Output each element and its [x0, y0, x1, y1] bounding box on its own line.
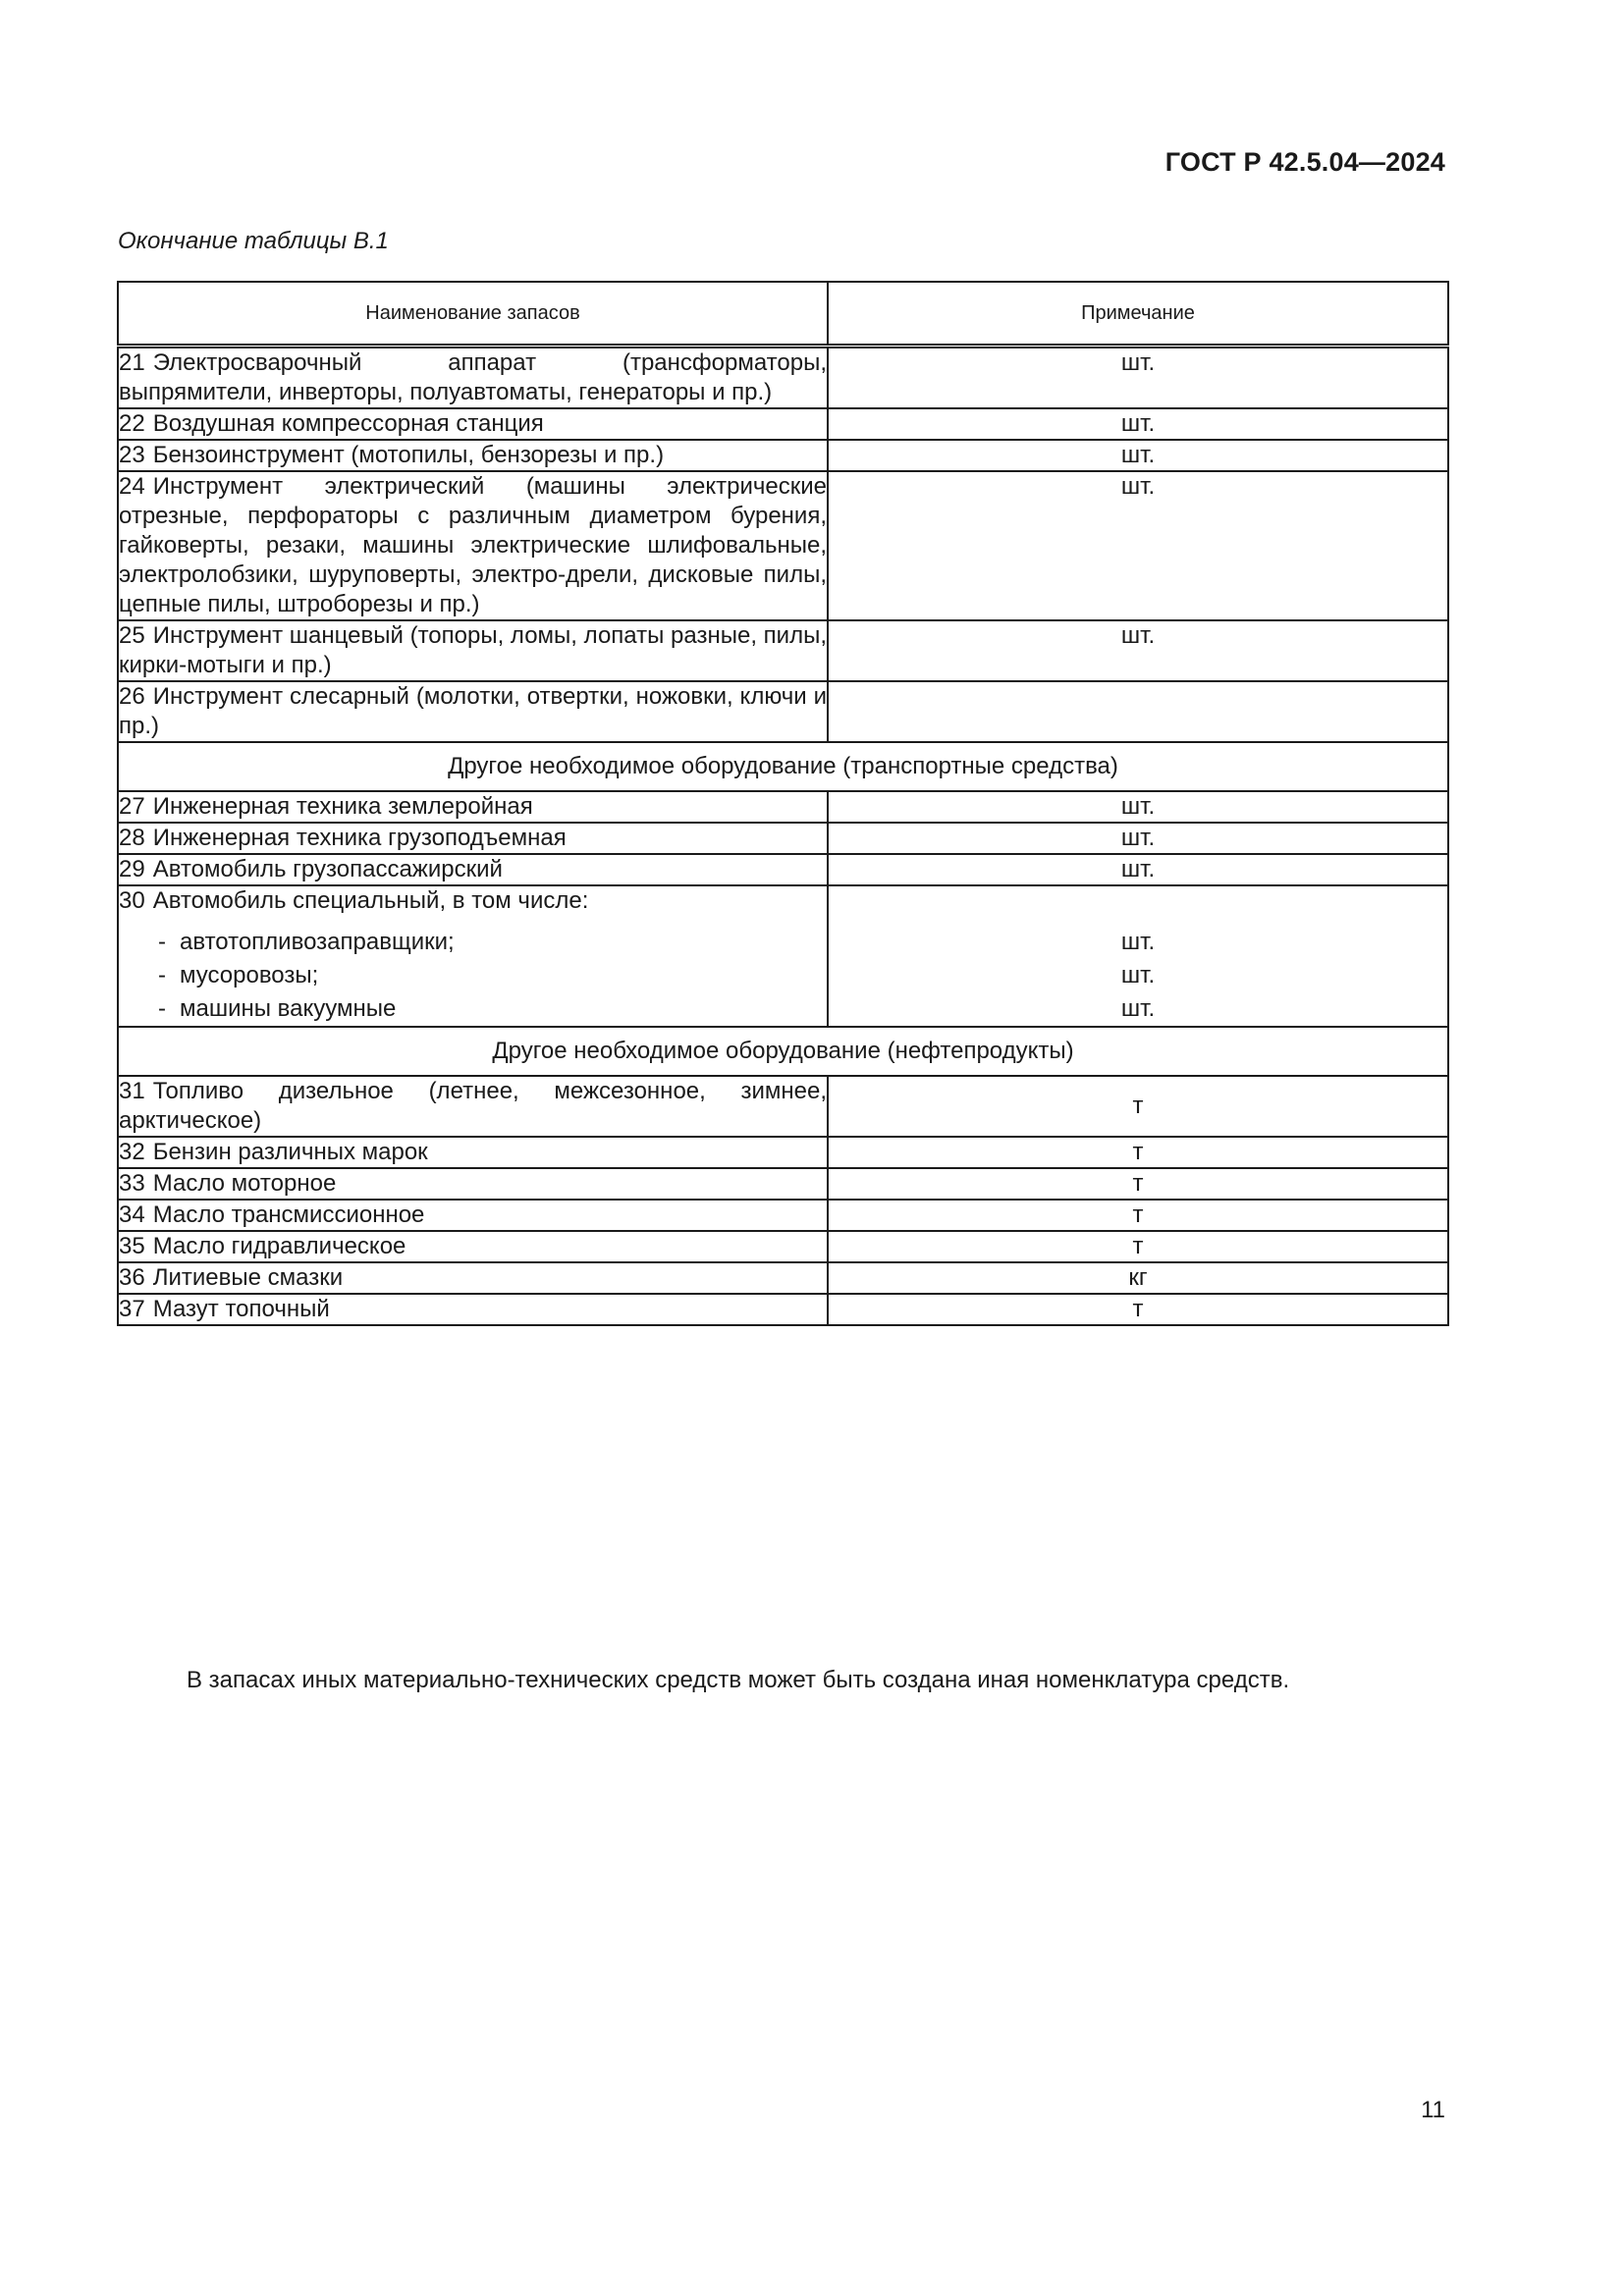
list-dash: - — [158, 995, 166, 1022]
sub-item-unit: шт. — [1120, 995, 1156, 1022]
item-name: Воздушная компрессорная станция — [152, 410, 544, 437]
table-row — [118, 1137, 1448, 1168]
item-name-cell — [118, 440, 828, 471]
item-number: 26 — [119, 683, 145, 710]
item-name-cell — [118, 1294, 828, 1325]
item-name-cell — [118, 1231, 828, 1262]
sub-item-name: мусоровозы; — [180, 962, 319, 988]
item-unit: т — [828, 1168, 1448, 1200]
item-name-cell — [118, 885, 828, 1027]
item-name-cell — [118, 854, 828, 885]
sub-item-unit: шт. — [1120, 962, 1156, 988]
item-name-cell — [118, 1076, 828, 1137]
column-header-note: Примечание — [828, 282, 1448, 347]
item-name-cell — [118, 1262, 828, 1294]
item-number: 32 — [119, 1139, 145, 1165]
list-dash: - — [158, 962, 166, 988]
column-header-name: Наименование запасов — [118, 282, 828, 347]
item-name-cell — [118, 1137, 828, 1168]
table-row — [118, 1200, 1448, 1231]
item-name: Мазут топочный — [152, 1296, 330, 1322]
item-name-cell — [118, 791, 828, 823]
item-unit: т — [828, 1076, 1448, 1137]
item-number: 36 — [119, 1264, 145, 1291]
footnote-text: В запасах иных материально-технических средств может быть создана иная номенклатура средств. — [187, 1667, 1290, 1693]
table-row — [118, 1168, 1448, 1200]
item-unit: шт. — [828, 823, 1448, 854]
item-number: 21 — [119, 349, 145, 376]
item-name-cell — [118, 1200, 828, 1231]
item-name: Инструмент слесарный (молотки, отвертки, ножовки, ключи и пр.) — [119, 683, 827, 739]
item-name: Автомобиль грузопассажирский — [152, 856, 503, 882]
sub-item-name: автотопливозаправщики; — [180, 929, 455, 955]
item-number: 31 — [119, 1078, 145, 1104]
table-body — [118, 347, 1448, 1326]
item-unit: шт. — [828, 347, 1448, 409]
inventory-table — [117, 281, 1449, 1326]
item-number: 28 — [119, 825, 145, 851]
item-name: Литиевые смазки — [152, 1264, 344, 1291]
item-unit: шт. — [828, 408, 1448, 440]
item-name: Топливо дизельное (летнее, межсезонное, зимнее, арктическое) — [119, 1078, 827, 1134]
item-number: 25 — [119, 622, 145, 649]
item-name: Масло трансмиссионное — [152, 1201, 425, 1228]
item-number: 23 — [119, 442, 145, 468]
item-unit: шт. — [828, 471, 1448, 620]
item-unit: т — [828, 1294, 1448, 1325]
item-unit: т — [828, 1231, 1448, 1262]
item-number: 30 — [119, 887, 145, 914]
section-row — [118, 742, 1448, 791]
item-name: Инструмент электрический (машины электрические отрезные, перфораторы с различным диаметром бурения, гайковерты, резаки, машины электрические шлифовальные, электролобзики, шуруповерты, электро-дрели, дисковые пилы, цепные пилы, штроборезы и пр.) — [119, 473, 827, 617]
item-name: Масло моторное — [152, 1170, 337, 1197]
item-name: Инструмент шанцевый (топоры, ломы, лопаты разные, пилы, кирки-мотыги и пр.) — [119, 622, 827, 678]
item-name-cell — [118, 823, 828, 854]
table-row — [118, 1262, 1448, 1294]
table-row — [118, 347, 1448, 409]
table-row — [118, 1231, 1448, 1262]
item-name: Инженерная техника грузоподъемная — [152, 825, 567, 851]
item-name: Инженерная техника землеройная — [152, 793, 533, 820]
list-dash: - — [158, 929, 166, 955]
item-name: Бензин различных марок — [152, 1139, 428, 1165]
item-number: 22 — [119, 410, 145, 437]
item-number: 37 — [119, 1296, 145, 1322]
table-row — [118, 1076, 1448, 1137]
item-name: Масло гидравлическое — [152, 1233, 406, 1259]
item-number: 35 — [119, 1233, 145, 1259]
item-unit: т — [828, 1200, 1448, 1231]
item-name-cell — [118, 681, 828, 742]
table-header-row — [118, 282, 1448, 347]
section-title: Другое необходимое оборудование (нефтепродукты) — [118, 1027, 1448, 1076]
sub-item-unit: шт. — [1120, 929, 1156, 955]
item-name-cell — [118, 471, 828, 620]
table-row — [118, 854, 1448, 885]
table-row — [118, 471, 1448, 620]
item-unit — [828, 681, 1448, 742]
table-row — [118, 885, 1448, 1027]
table-row — [118, 791, 1448, 823]
sub-item — [119, 959, 827, 992]
item-number: 34 — [119, 1201, 145, 1228]
sub-item — [119, 926, 827, 959]
page-number: 11 — [1421, 2097, 1445, 2123]
item-unit-cell — [828, 885, 1448, 1027]
item-number: 29 — [119, 856, 145, 882]
table-row — [118, 823, 1448, 854]
item-number: 24 — [119, 473, 145, 500]
item-unit: т — [828, 1137, 1448, 1168]
document-code: ГОСТ Р 42.5.04—2024 — [1164, 147, 1445, 177]
sub-item — [119, 992, 827, 1026]
item-name: Электросварочный аппарат (трансформаторы, выпрямители, инверторы, полуавтоматы, генераторы и пр.) — [119, 349, 827, 405]
table-row — [118, 1294, 1448, 1325]
item-unit: шт. — [828, 791, 1448, 823]
table-row — [118, 681, 1448, 742]
item-unit: кг — [828, 1262, 1448, 1294]
item-number: 33 — [119, 1170, 145, 1197]
item-name: Автомобиль специальный, в том числе: — [152, 887, 589, 914]
item-unit: шт. — [828, 440, 1448, 471]
item-name: Бензоинструмент (мотопилы, бензорезы и пр.) — [152, 442, 665, 468]
section-title: Другое необходимое оборудование (транспортные средства) — [118, 742, 1448, 791]
item-name-cell — [118, 1168, 828, 1200]
item-name-cell — [118, 347, 828, 409]
table-row — [118, 408, 1448, 440]
table-caption: Окончание таблицы В.1 — [118, 228, 389, 254]
sub-item-name: машины вакуумные — [180, 995, 397, 1022]
item-name-cell — [118, 408, 828, 440]
item-name-cell — [118, 620, 828, 681]
table-row — [118, 440, 1448, 471]
item-number: 27 — [119, 793, 145, 820]
section-row — [118, 1027, 1448, 1076]
table-row — [118, 620, 1448, 681]
item-unit: шт. — [828, 854, 1448, 885]
item-unit: шт. — [828, 620, 1448, 681]
